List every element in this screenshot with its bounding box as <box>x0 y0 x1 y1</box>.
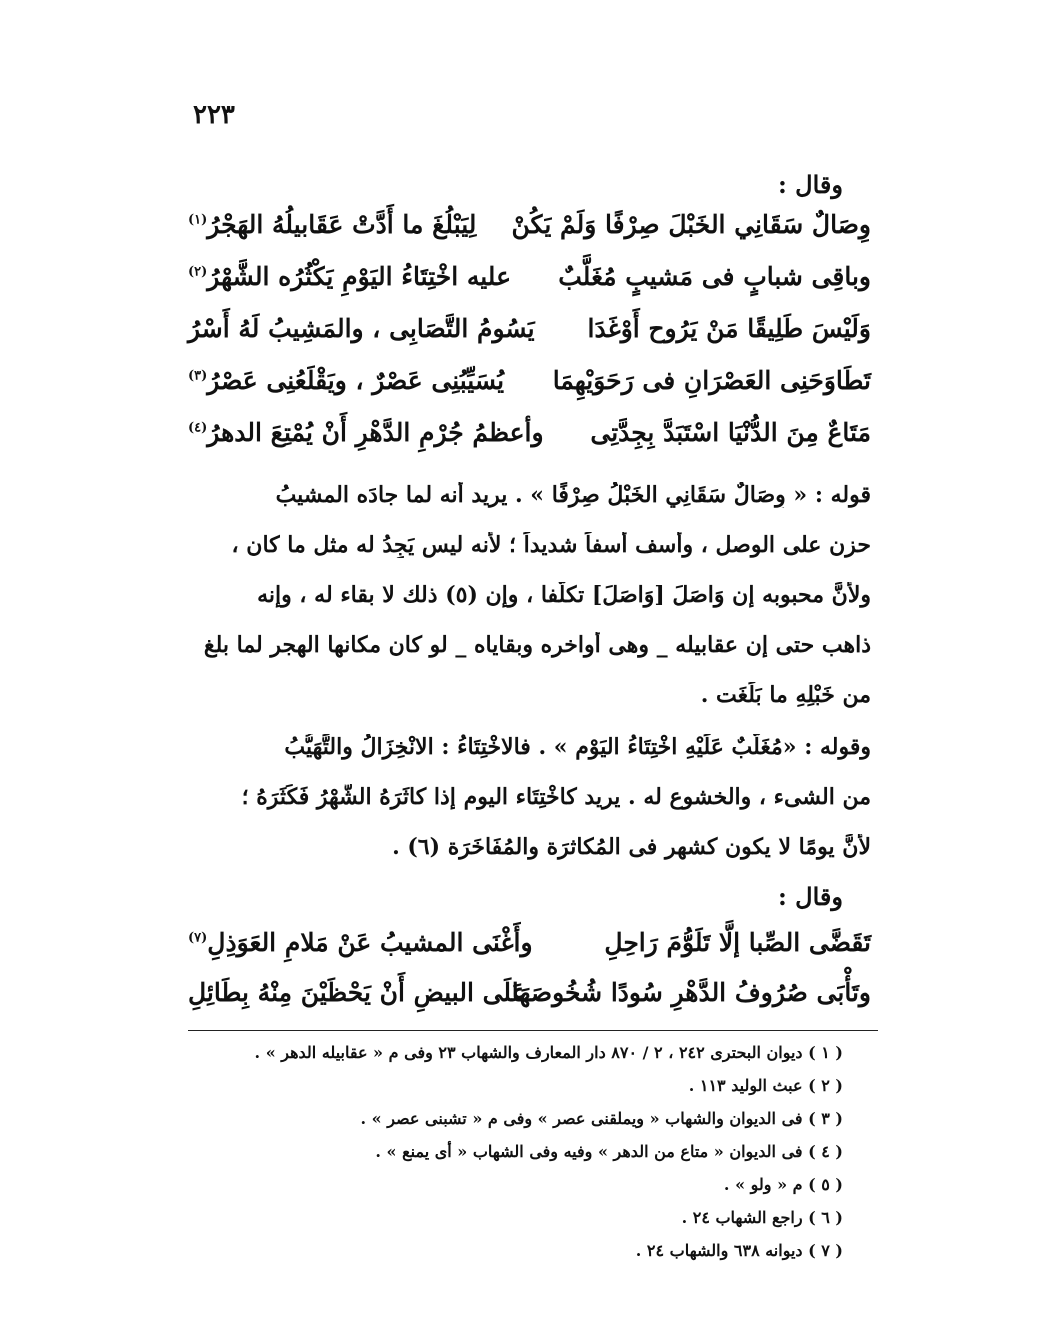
section1-intro: وقال : <box>777 170 843 199</box>
verse-6-first-hemistich: تَقَضَّى الصِّبا إلَّا تَلَوُّمَ رَاحِلِ <box>604 928 871 957</box>
verse-6 <box>188 928 871 978</box>
footnote-1: ( ١ ) ديوان البحترى ٢٤٢ ، ٢ / ٨٧٠ دار المعارف والشهاب ٢٣ وفى م « عقابيله الدهر » . <box>254 1043 843 1062</box>
verse-2 <box>188 262 871 312</box>
verse-2-first-hemistich: وباقِى شبابٍ فى مَشيبٍ مُغَلَّبٌ <box>558 262 871 291</box>
verse-3 <box>188 314 871 364</box>
verse-1 <box>188 210 871 260</box>
verse-3-second-hemistich: يَسُومُ التَّصَابِى ، والمَشِيبُ لَهُ أَسْرُ <box>188 314 535 343</box>
footnote-ref-7: (٧) <box>188 930 208 946</box>
section2-intro: وقال : <box>777 882 843 911</box>
footnote-divider <box>188 1030 878 1031</box>
verse-7-second-hemistich: عَلَى البيضِ أَنْ يَحْظَيْنَ مِنْهُ بِطَائِلِ <box>188 978 527 1007</box>
footnote-ref-2: (٢) <box>188 264 208 280</box>
commentary1-line-4: ذاهب حتى إن عقابيله _ وهى أواخره وبقاياه _ لو كان مكانها الهجر لما بلغ <box>203 632 871 658</box>
commentary1-line-2: حزن على الوصل ، وأسف أسفاً شديداً ؛ لأنه ليس يَجِدُ له مثل ما كان ، <box>231 532 871 558</box>
commentary2-line-1: وقوله : «مُغَلَّبٌ عَلَيْهِ اخْتِتَاءُ اليَوْمِ » . فالاخْتِتَاءُ : الانْخِزَالُ والتَّهَيُّبُ <box>284 734 871 760</box>
footnote-6: ( ٦ ) راجع الشهاب ٢٤ . <box>681 1208 843 1227</box>
commentary2-line-2: من الشىء ، والخشوع له . يريد كاخْتِتَاء اليوم إذا كاثَرَهُ الشَّهْرُ فَكَثَرَهُ ؛ <box>241 784 871 810</box>
commentary1-line-1: قوله : « وِصَالٌ سَقَانِي الخَبْلُ صِرْفًا » . يريد أنه لما جادَه المشيبُ <box>275 482 871 508</box>
verse-7-first-hemistich: وتَأْبَى صُرُوفُ الدَّهْرِ سُودًا شُخُوصَهَا <box>511 978 871 1007</box>
verse-5-first-hemistich: مَتَاعٌ مِنَ الدُّنْيَا اسْتَبَدَّ بِجِدَّتِى <box>590 418 871 447</box>
verse-3-first-hemistich: وَلَيْسَ طَلِيقًا مَنْ يَرُوح أَوْغَدَا <box>587 314 871 343</box>
footnote-5: ( ٥ ) م « ولو » . <box>723 1175 843 1194</box>
verse-4-first-hemistich: تَطَاوَحَنِى العَصْرَانِ فى رَحَوَيْهِمَا <box>552 366 871 395</box>
verse-6-second-hemistich: وأَغْنَى المشيبُ عَنْ مَلامِ العَوَذِلِ$^{(٧)}$ <box>188 928 533 957</box>
commentary1-line-3: ولأنَّ محبوبه إن وَاصَلَ [وَاصَلَ] تكلُّفا ، وإن (٥) ذلك لا بقاء له ، وإنه <box>257 582 871 608</box>
verse-7 <box>188 978 871 1028</box>
page-number: ٢٢٣ <box>193 100 235 130</box>
footnote-ref-4: (٤) <box>188 420 208 436</box>
footnote-7: ( ٧ ) ديوانه ٦٣٨ والشهاب ٢٤ . <box>635 1241 843 1260</box>
verse-5-second-hemistich: وأعظمُ جُرْمِ الدَّهْرِ أَنْ يُمْتِعَ الدهرُ$^{(٤)}$ <box>188 418 544 447</box>
footnote-ref-3: (٣) <box>188 368 208 384</box>
verse-4 <box>188 366 871 416</box>
footnote-2: ( ٢ ) عبث الوليد ١١٣ . <box>688 1076 843 1095</box>
verse-1-second-hemistich: لِيَبْلُغَ ما أَدَّتْ عَقَابيلُهُ الهَجْرُ$^{(١)}$ <box>188 210 477 239</box>
verse-1-first-hemistich: وِصَالٌ سَقَانِي الخَبْلَ صِرْفًا وَلَمْ يَكُنْ <box>511 210 871 239</box>
footnote-4: ( ٤ ) فى الديوان « متاع من الدهر » وفيه وفى الشهاب « أى يمنع » . <box>375 1142 843 1161</box>
verse-2-second-hemistich: عليه اخْتِتَاءُ اليَوْمِ يَكْثُرُه الشَّهْرُ$^{(٢)}$ <box>188 262 511 291</box>
commentary1-line-5: من خَبْلِهِ ما بَلَغَت . <box>700 682 871 708</box>
verse-5 <box>188 418 871 468</box>
commentary2-line-3: لأنَّ يومًا لا يكون كشهر فى المُكاثرَة والمُفَاخَرَة (٦) . <box>392 834 871 860</box>
footnote-3: ( ٣ ) فى الديوان والشهاب « ويملقنى عصر » وفى م « تشبنى عصر » . <box>360 1109 843 1128</box>
verse-4-second-hemistich: يُسَيِّبُنِى عَصْرٌ ، ويَقْلَعُنِى عَصْرُ$^{(٣)}$ <box>188 366 505 395</box>
footnote-ref-1: (١) <box>188 212 208 228</box>
